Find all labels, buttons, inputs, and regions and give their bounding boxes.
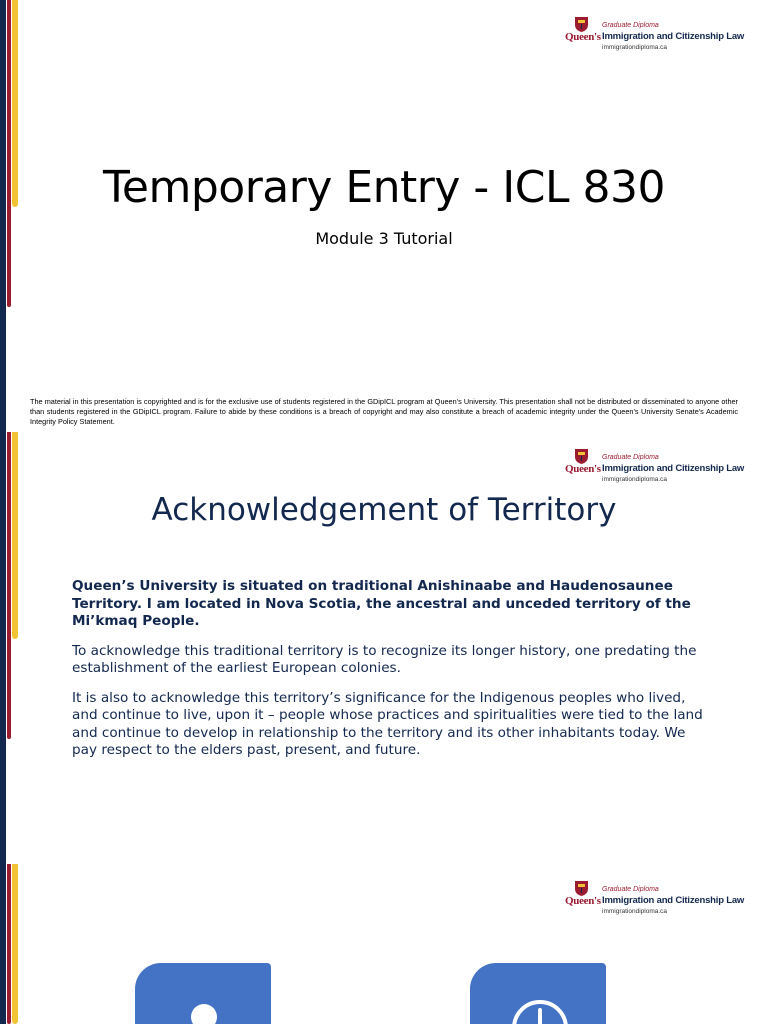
gold-stripe	[12, 864, 18, 1024]
crest-icon	[575, 449, 588, 464]
navy-stripe	[0, 0, 6, 432]
logo-program: Immigration and Citizenship Law	[602, 31, 745, 42]
logo-url: immigrationdiploma.ca	[602, 908, 668, 915]
logo-wordmark: Queen's	[565, 463, 601, 475]
icon-card-right	[470, 963, 606, 1024]
crest-icon	[575, 17, 588, 32]
icon-card-left	[135, 963, 271, 1024]
clock-icon	[510, 998, 570, 1024]
slide-subtitle: Module 3 Tutorial	[315, 229, 453, 248]
logo-program: Immigration and Citizenship Law	[602, 463, 745, 474]
slide-title: Temporary Entry - ICL 830	[103, 162, 665, 213]
queens-logo	[565, 881, 750, 919]
title-slide	[0, 0, 768, 432]
red-stripe	[7, 0, 11, 307]
slide-title: Acknowledgement of Territory	[151, 492, 617, 528]
queens-logo	[565, 17, 750, 55]
acknowledgement-purpose: To acknowledge this traditional territory is to recognize its longer history, one predating the establishment of the earliest European colonies.	[72, 642, 697, 676]
acknowledgement-significance: It is also to acknowledge this territory’s significance for the Indigenous peoples who lived, and continue to live, upon it – people whose practices and spiritualities were tied to the land and continue to develop in relationship to the territory and its other inhabitants today. We pay respect to the elders past, present, and future.	[72, 689, 703, 758]
person-icon	[191, 1004, 217, 1024]
logo-subtitle: Graduate Diploma	[602, 886, 659, 893]
logo-url: immigrationdiploma.ca	[602, 44, 668, 51]
logo-subtitle: Graduate Diploma	[602, 22, 659, 29]
logo-subtitle: Graduate Diploma	[602, 454, 659, 461]
acknowledgement-body	[72, 578, 712, 772]
acknowledgement-slide	[0, 432, 768, 864]
logo-wordmark: Queen's	[565, 31, 601, 43]
crest-icon	[575, 881, 588, 896]
gold-stripe	[12, 432, 18, 639]
logo-wordmark: Queen's	[565, 895, 601, 907]
red-stripe	[7, 432, 11, 739]
queens-logo	[565, 449, 750, 487]
logo-program: Immigration and Citizenship Law	[602, 895, 745, 906]
navy-stripe	[0, 864, 6, 1024]
logo-url: immigrationdiploma.ca	[602, 476, 668, 483]
copyright-disclaimer: The material in this presentation is copyrighted and is for the exclusive use of students registered in the GDipICL program at Queen's University. This presentation shall not be distributed or disseminated to anyone other than students registered in the GDipICL program. Failure to abide by these conditions is a breach of copyright and may also constitute a breach of academic integrity under the Queen's University Senate's Academic Integrity Policy Statement.	[30, 397, 738, 426]
territory-statement: Queen’s University is situated on traditional Anishinaabe and Haudenosaunee Territory. I am located in Nova Scotia, the ancestral and unceded territory of the Mi’kmaq People.	[72, 578, 691, 629]
icons-slide	[0, 864, 768, 1024]
red-stripe	[7, 864, 11, 1024]
